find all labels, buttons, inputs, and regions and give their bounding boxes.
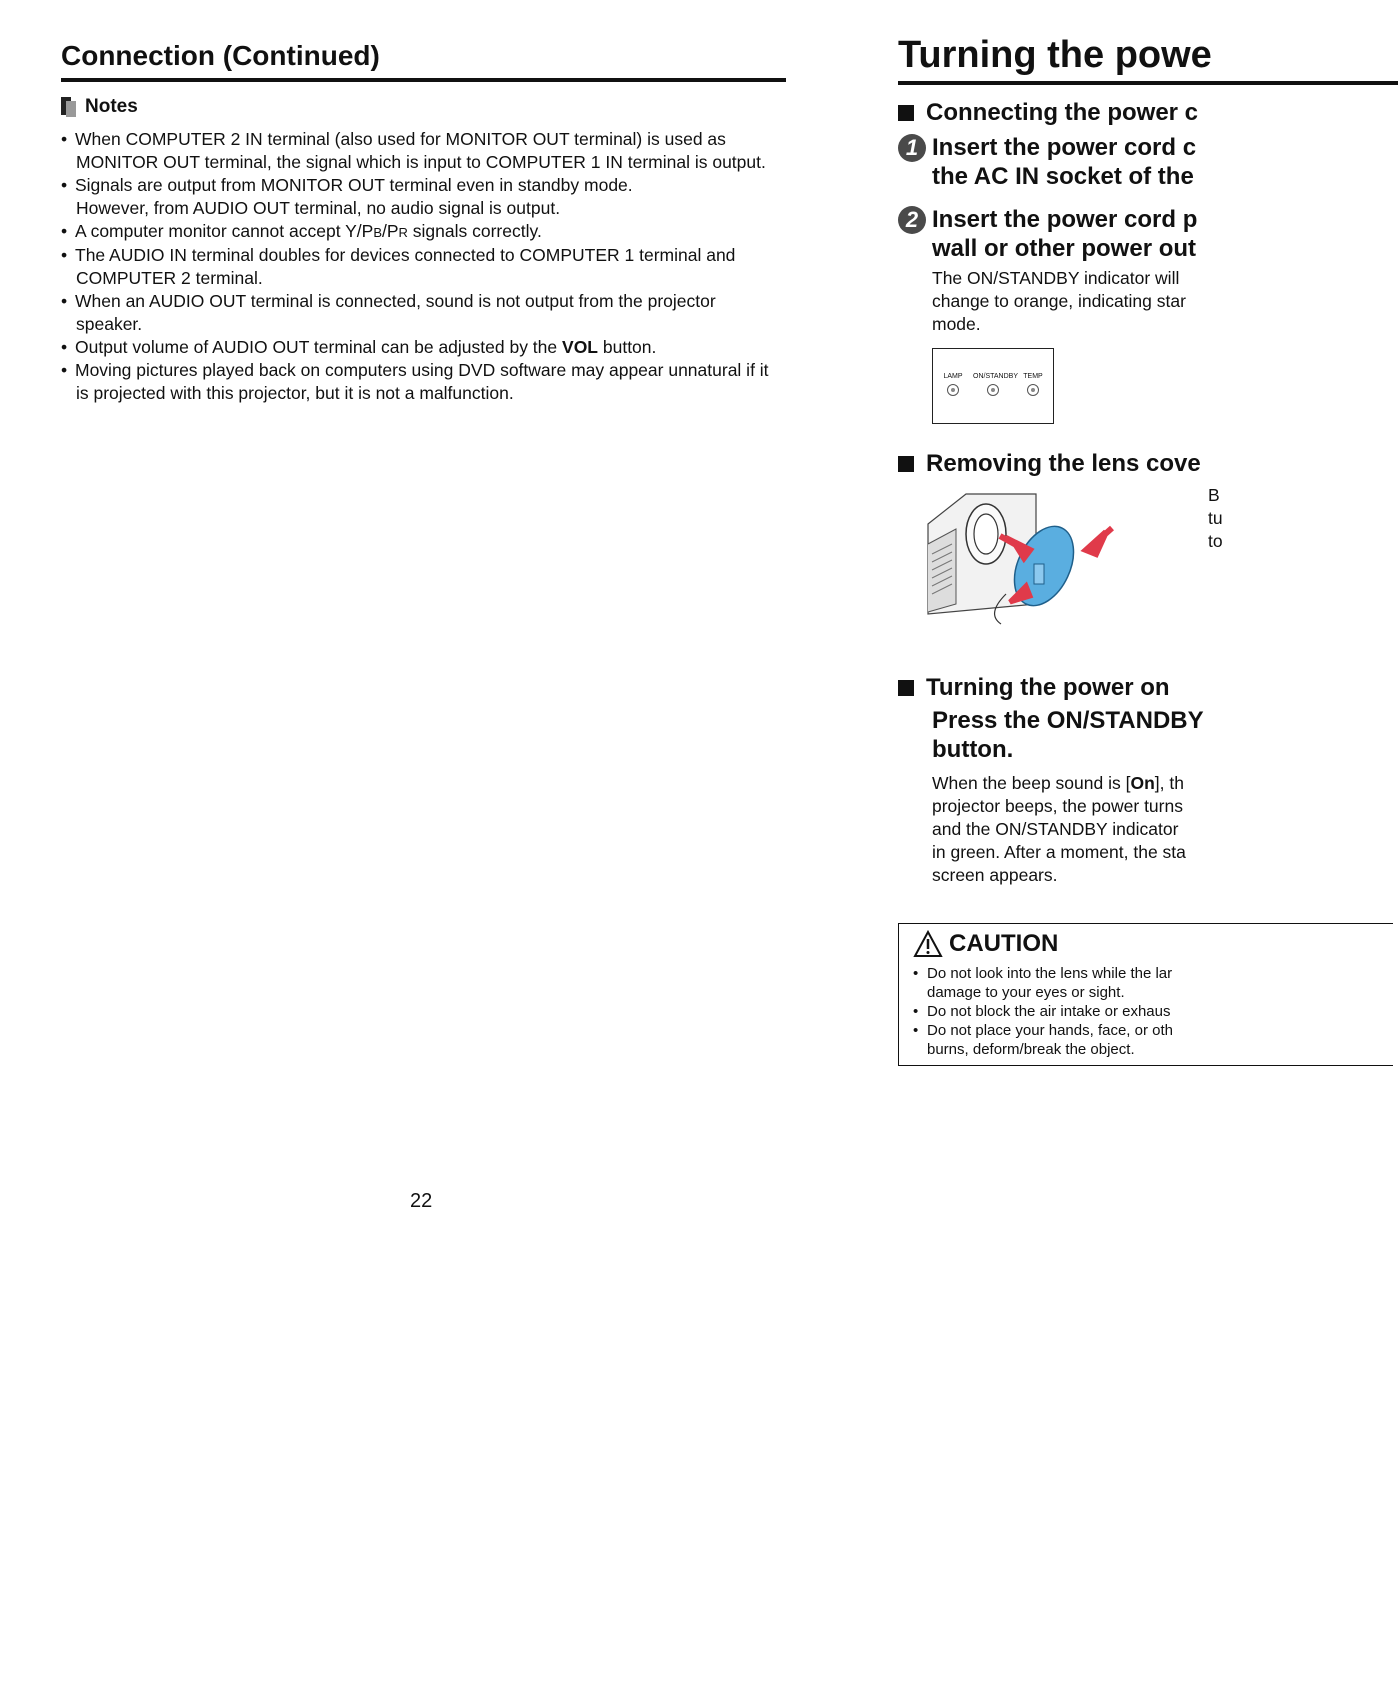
caution-heading bbox=[913, 930, 1393, 958]
step-3 bbox=[932, 706, 1398, 764]
caution-box bbox=[898, 923, 1393, 1066]
list-item bbox=[61, 290, 786, 336]
step-line: Press the ON/STANDBY bbox=[932, 707, 1204, 734]
section-heading bbox=[898, 450, 1398, 478]
note-text: When COMPUTER 2 IN terminal (also used for MONITOR OUT terminal) is used as bbox=[75, 129, 726, 149]
list-item bbox=[61, 128, 786, 174]
caution-line: damage to your eyes or sight. bbox=[927, 984, 1125, 1001]
notes-label: Notes bbox=[85, 96, 138, 117]
step-line: Insert the power cord c bbox=[932, 134, 1197, 161]
notes-list bbox=[61, 128, 786, 405]
note-text: A computer monitor cannot accept Y/P bbox=[75, 221, 374, 241]
body-line: tu bbox=[1208, 508, 1223, 528]
indicator-label: TEMP bbox=[1023, 373, 1043, 380]
note-text: The AUDIO IN terminal doubles for devices connected to COMPUTER 1 terminal and bbox=[75, 245, 736, 265]
section-heading-text: Connecting the power c bbox=[926, 99, 1199, 126]
caution-label: CAUTION bbox=[949, 930, 1059, 957]
notes-icon bbox=[61, 97, 77, 117]
caution-list bbox=[913, 964, 1393, 1059]
step-line: button. bbox=[932, 736, 1014, 763]
indicator-label: LAMP bbox=[943, 373, 963, 380]
note-text: VOL bbox=[562, 337, 598, 357]
body-line: The ON/STANDBY indicator will bbox=[932, 268, 1180, 288]
onstandby-indicator bbox=[973, 373, 1018, 396]
caution-line: • Do not place your hands, face, or oth bbox=[927, 1022, 1173, 1039]
note-text: However, from AUDIO OUT terminal, no audio signal is output. bbox=[76, 198, 561, 218]
body-line: B bbox=[1208, 485, 1220, 505]
step-line: the AC IN socket of the bbox=[932, 163, 1194, 190]
note-text: COMPUTER 2 terminal. bbox=[76, 268, 263, 288]
note-text: speaker. bbox=[76, 314, 143, 334]
caution-line: • Do not look into the lens while the lar bbox=[927, 965, 1173, 982]
lens-side-text bbox=[1208, 484, 1223, 553]
step-1 bbox=[898, 133, 1398, 191]
note-text: B bbox=[373, 225, 382, 240]
list-item bbox=[913, 1021, 1393, 1059]
indicator-panel-figure bbox=[932, 348, 1054, 424]
page-title: Connection (Continued) bbox=[61, 40, 786, 82]
warning-triangle-icon bbox=[913, 930, 943, 958]
list-item bbox=[61, 220, 786, 244]
indicator-label: ON/STANDBY bbox=[973, 373, 1018, 380]
list-item bbox=[61, 359, 786, 405]
temp-indicator bbox=[1013, 373, 1053, 396]
list-item bbox=[913, 964, 1393, 1002]
step-3-body bbox=[932, 772, 1398, 887]
step-number-icon: 1 bbox=[898, 134, 926, 162]
step-line: Insert the power cord p bbox=[932, 206, 1198, 233]
square-bullet-icon bbox=[898, 456, 914, 472]
list-item bbox=[61, 336, 786, 359]
body-line: to bbox=[1208, 531, 1223, 551]
lens-cover-illustration bbox=[926, 484, 1126, 624]
step-2 bbox=[898, 205, 1398, 263]
page-number: 22 bbox=[410, 1190, 433, 1212]
note-text: is projected with this projector, but it is not a malfunction. bbox=[76, 383, 514, 403]
step-number-icon: 2 bbox=[898, 206, 926, 234]
body-line: change to orange, indicating star bbox=[932, 291, 1186, 311]
body-line: projector beeps, the power turns bbox=[932, 796, 1183, 816]
note-text: Moving pictures played back on computers using DVD software may appear unnatural if it bbox=[75, 360, 769, 380]
notes-heading bbox=[61, 96, 786, 118]
indicator-light-icon bbox=[947, 384, 959, 396]
note-text: /P bbox=[381, 221, 399, 241]
indicator-light-icon bbox=[1027, 384, 1039, 396]
note-text: When an AUDIO OUT terminal is connected, sound is not output from the projector bbox=[75, 291, 716, 311]
caution-line: • Do not block the air intake or exhaus bbox=[927, 1003, 1171, 1020]
section-heading-text: Turning the power on bbox=[926, 674, 1170, 701]
right-column bbox=[898, 34, 1223, 1064]
note-text: Output volume of AUDIO OUT terminal can be adjusted by the bbox=[75, 337, 563, 357]
section-heading bbox=[898, 99, 1398, 127]
section-heading bbox=[898, 674, 1398, 702]
body-line: screen appears. bbox=[932, 865, 1058, 885]
note-text: button. bbox=[598, 337, 657, 357]
left-column bbox=[61, 40, 786, 405]
step-line: wall or other power out bbox=[932, 235, 1197, 262]
section-title: Turning the powe bbox=[898, 34, 1398, 85]
list-item bbox=[61, 174, 786, 220]
step-text bbox=[932, 133, 1196, 191]
step-text bbox=[932, 205, 1197, 263]
section-heading-text: Removing the lens cove bbox=[926, 450, 1201, 477]
lens-cover-figure bbox=[926, 484, 1398, 624]
square-bullet-icon bbox=[898, 105, 914, 121]
note-text: MONITOR OUT terminal, the signal which is input to COMPUTER 1 IN terminal is output. bbox=[76, 152, 766, 172]
note-text: Signals are output from MONITOR OUT terminal even in standby mode. bbox=[75, 175, 633, 195]
list-item bbox=[913, 1002, 1393, 1021]
note-text: signals correctly. bbox=[407, 221, 542, 241]
body-text: When the beep sound is [ bbox=[932, 773, 1131, 793]
body-line bbox=[932, 772, 1398, 795]
body-line: and the ON/STANDBY indicator bbox=[932, 819, 1179, 839]
caution-line: burns, deform/break the object. bbox=[927, 1041, 1135, 1058]
lamp-indicator bbox=[933, 373, 973, 396]
body-text: ], th bbox=[1154, 773, 1184, 793]
body-line: mode. bbox=[932, 314, 981, 334]
note-text: R bbox=[398, 225, 408, 240]
list-item bbox=[61, 244, 786, 290]
body-text: On bbox=[1130, 773, 1155, 793]
square-bullet-icon bbox=[898, 680, 914, 696]
body-line: in green. After a moment, the sta bbox=[932, 842, 1186, 862]
indicator-light-icon bbox=[987, 384, 999, 396]
step-2-body bbox=[932, 267, 1398, 336]
